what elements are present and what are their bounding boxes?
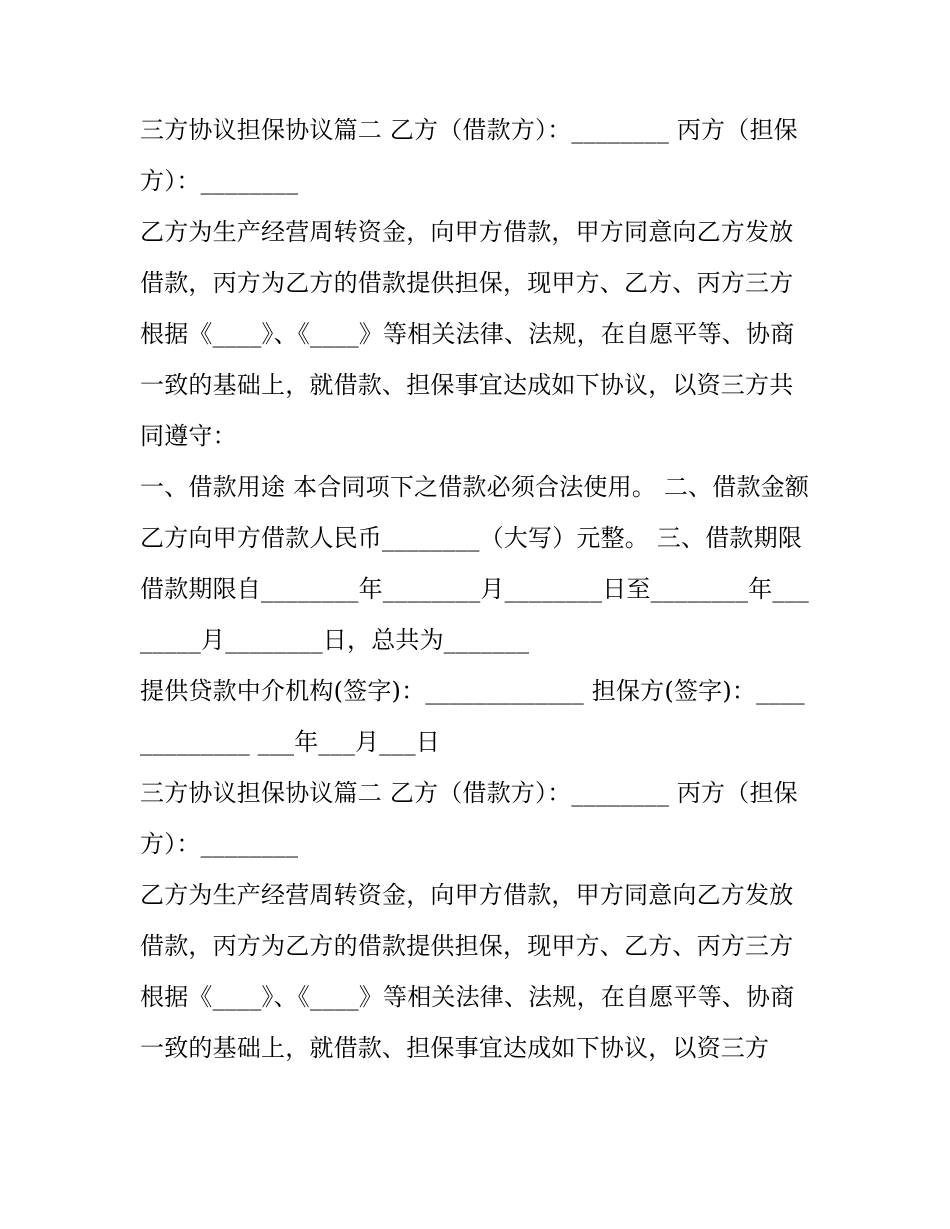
document-body: [140, 105, 816, 1074]
paragraph-heading-parties-repeat: 三方协议担保协议篇二 乙方（借款方）：________ 丙方（担保方）：________: [140, 779, 798, 858]
paragraph-signatures: 提供贷款中介机构(签字)：_____________ 担保方(签字)：_____________ ___年___月___日: [140, 677, 805, 756]
paragraph-loan-period: 借款期限自________年________月________日至________年________月________日，总共为_______: [140, 575, 809, 654]
paragraph-loan-purpose-amount-term: 一、借款用途 本合同项下之借款必须合法使用。 二、借款金额 乙方向甲方借款人民币________（大写）元整。 三、借款期限: [140, 473, 817, 552]
paragraph-heading-parties: 三方协议担保协议篇二 乙方（借款方）：________ 丙方（担保方）：________: [140, 116, 798, 195]
paragraph-preamble: 乙方为生产经营周转资金，向甲方借款，甲方同意向乙方发放借款，丙方为乙方的借款提供担保，现甲方、乙方、丙方三方根据《____》、《____》等相关法律、法规，在自愿平等、协商一致的基础上，就借款、担保事宜达成如下协议，以资三方共同遵守：: [140, 218, 795, 450]
paragraph-preamble-repeat: 乙方为生产经营周转资金，向甲方借款，甲方同意向乙方发放借款，丙方为乙方的借款提供担保，现甲方、乙方、丙方三方根据《____》、《____》等相关法律、法规，在自愿平等、协商一致的基础上，就借款、担保事宜达成如下协议，以资三方: [140, 881, 795, 1062]
